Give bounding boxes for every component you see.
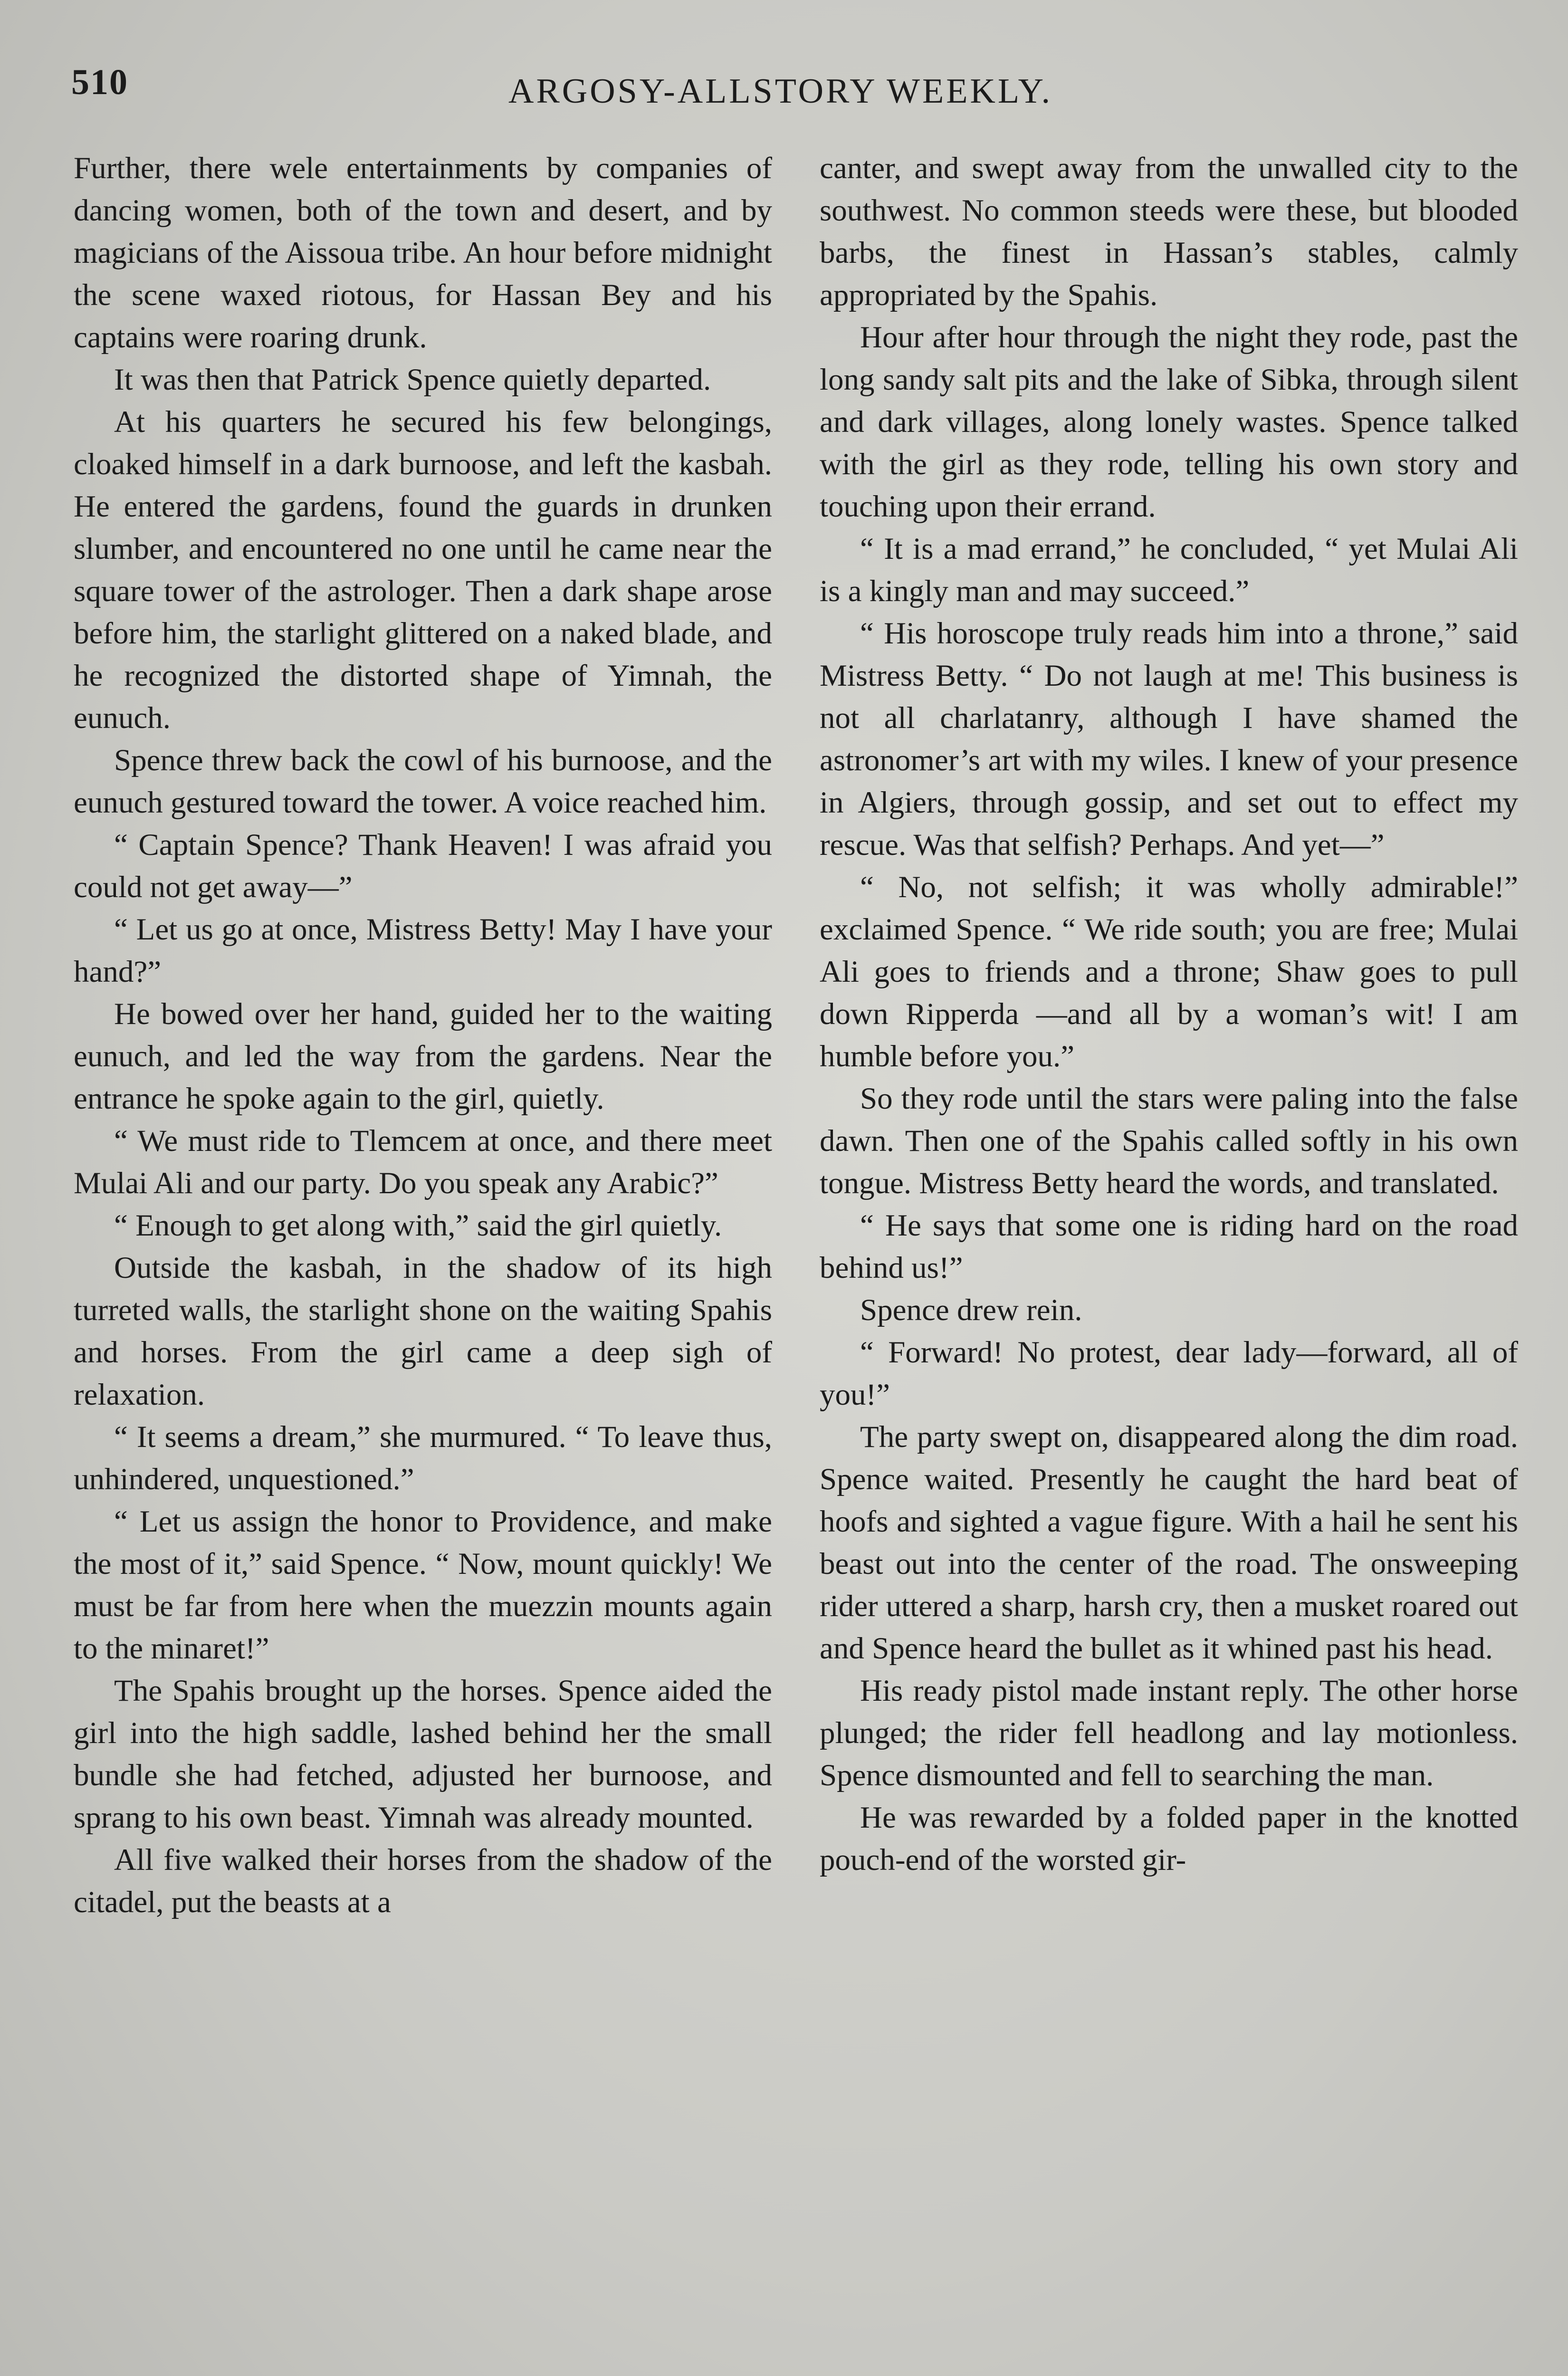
paragraph: He was rewarded by a folded paper in the knotted pouch-end of the worsted gir- (820, 1801, 1518, 1877)
paragraph: Further, there wele entertainments by companies of dancing women, both of the town and desert, and by magicians of the Aissoua tribe. An hour before midnight the scene waxed riotous, for Hassan Bey and his captains were roaring drunk. (74, 151, 772, 354)
paragraph: All five walked their horses from the shadow of the citadel, put the beasts at a (74, 1843, 772, 1919)
paragraph: “ Enough to get along with,” said the girl quietly. (114, 1208, 722, 1243)
paragraph: “ Forward! No protest, dear lady—forward, all of you!” (820, 1335, 1518, 1412)
page-number: 510 (71, 62, 128, 102)
paragraph: “ He says that some one is riding hard on the road behind us!” (820, 1208, 1518, 1285)
running-head: ARGOSY-ALLSTORY WEEKLY. (508, 72, 1053, 111)
paragraph: “ It is a mad errand,” he concluded, “ yet Mulai Ali is a kingly man and may succeed.” (820, 532, 1518, 608)
paragraph: Outside the kasbah, in the shadow of its high turreted walls, the starlight shone on the waiting Spahis and horses. From the girl came a deep sigh of relaxation. (74, 1251, 772, 1412)
paragraph: “ Let us assign the honor to Providence, and make the most of it,” said Spence. “ Now, mount quickly! We must be far from here when the muezzin mounts again to the minaret!” (74, 1504, 772, 1666)
paragraph: The Spahis brought up the horses. Spence aided the girl into the high saddle, lashed behind her the small bundle she had fetched, adjusted her burnoose, and sprang to his own beast. Yimnah was already mounted. (74, 1674, 772, 1835)
paragraph: canter, and swept away from the unwalled city to the southwest. No common steeds were these, but blooded barbs, the finest in Hassan’s stables, calmly appropriated by the Spahis. (820, 151, 1518, 312)
paragraph: Hour after hour through the night they rode, past the long sandy salt pits and the lake of Sibka, through silent and dark villages, along lonely wastes. Spence talked with the girl as they rode, telling his own story and touching upon their errand. (820, 320, 1518, 524)
right-column (820, 147, 1518, 1881)
paragraph: At his quarters he secured his few belongings, cloaked himself in a dark burnoose, and left the kasbah. He entered the gardens, found the guards in drunken slumber, and encountered no one until he came near the square tower of the astrologer. Then a dark shape arose before him, the starlight glittered on a naked blade, and he recognized the distorted shape of Yimnah, the eunuch. (74, 405, 772, 735)
page-header (71, 57, 1501, 128)
paragraph: Spence threw back the cowl of his burnoose, and the eunuch gestured toward the tower. A voice reached him. (74, 743, 772, 820)
paragraph: “ Let us go at once, Mistress Betty! May I have your hand?” (74, 912, 772, 989)
paragraph: His ready pistol made instant reply. The other horse plunged; the rider fell headlong and lay motionless. Spence dismounted and fell to searching the man. (820, 1674, 1518, 1792)
paragraph: He bowed over her hand, guided her to the waiting eunuch, and led the way from the gardens. Near the entrance he spoke again to the girl, quietly. (74, 997, 772, 1116)
paragraph: So they rode until the stars were paling into the false dawn. Then one of the Spahis called softly in his own tongue. Mistress Betty heard the words, and translated. (820, 1082, 1518, 1200)
paragraph: “ No, not selfish; it was wholly admirable!” exclaimed Spence. “ We ride south; you are free; Mulai Ali goes to friends and a throne; Shaw goes to pull down Ripperda —and all by a woman’s wit! I am humble before you.” (820, 870, 1518, 1073)
left-column (74, 147, 772, 1924)
paragraph: “ It seems a dream,” she murmured. “ To leave thus, unhindered, unquestioned.” (74, 1420, 772, 1496)
paragraph: It was then that Patrick Spence quietly departed. (114, 363, 711, 397)
paragraph: “ We must ride to Tlemcem at once, and there meet Mulai Ali and our party. Do you speak any Arabic?” (74, 1124, 772, 1200)
paragraph: Spence drew rein. (860, 1293, 1082, 1327)
paragraph: “ Captain Spence? Thank Heaven! I was afraid you could not get away—” (74, 828, 772, 904)
paragraph: The party swept on, disappeared along the dim road. Spence waited. Presently he caught the hard beat of hoofs and sighted a vague figure. With a hail he sent his beast out into the center of the road. The onsweeping rider uttered a sharp, harsh cry, then a musket roared out and Spence heard the bullet as it whined past his head. (820, 1420, 1518, 1666)
paragraph: “ His horoscope truly reads him into a throne,” said Mistress Betty. “ Do not laugh at me! This business is not all charlatanry, although I have shamed the astronomer’s art with my wiles. I knew of your presence in Algiers, through gossip, and set out to effect my rescue. Was that selfish? Perhaps. And yet—” (820, 616, 1518, 862)
